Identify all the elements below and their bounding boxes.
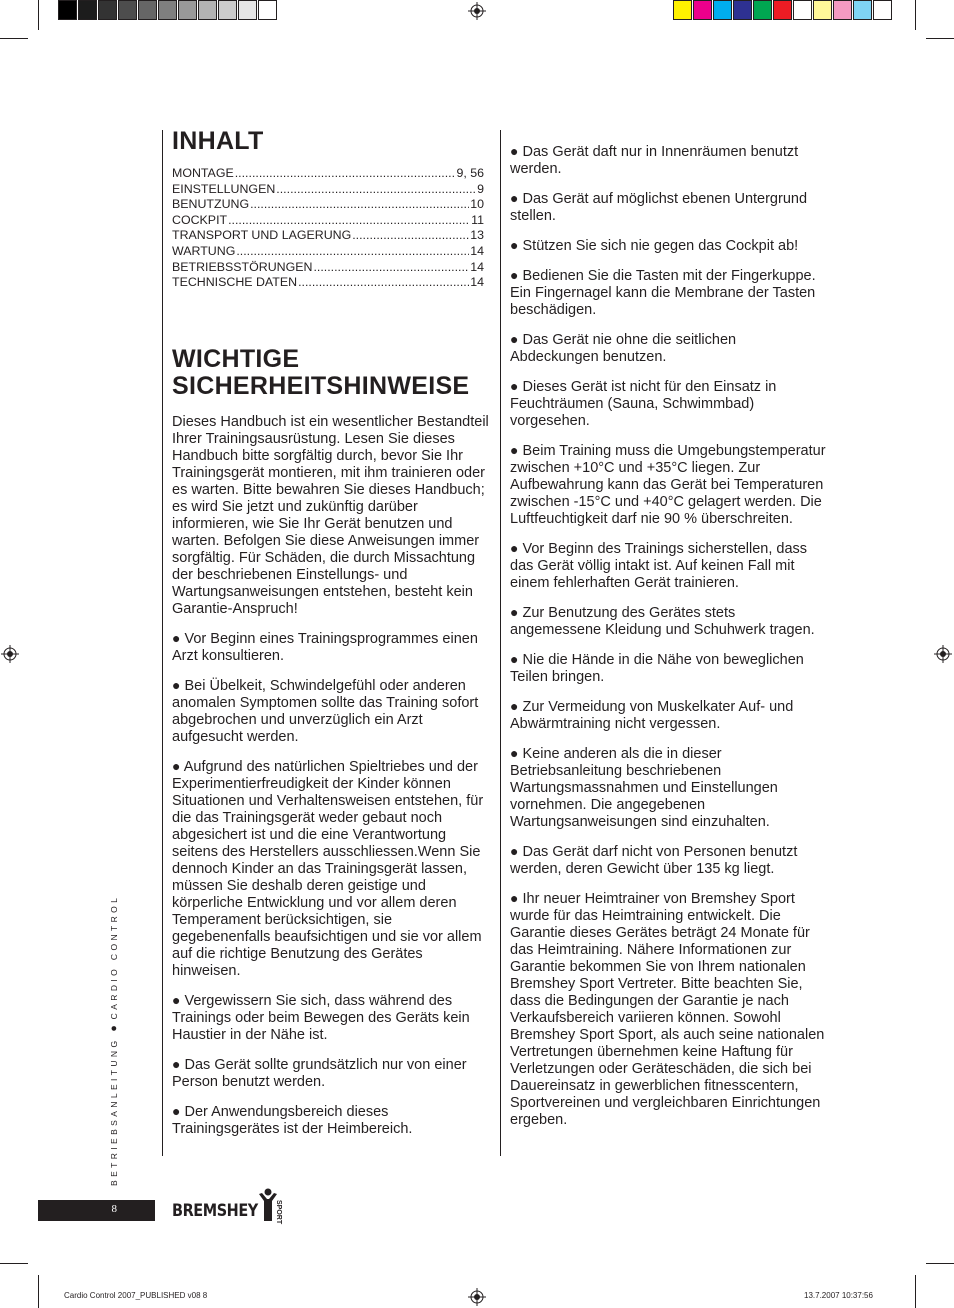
bullet-text: Nie die Hände in die Nähe von beweglichen Teilen bringen. — [510, 652, 804, 685]
bullet-icon: ● — [510, 190, 519, 206]
left-bullet-list — [172, 630, 490, 1138]
bullet-text: Das Gerät auf möglichst ebenen Untergrund stellen. — [510, 191, 808, 224]
brand-logo — [172, 1188, 290, 1224]
toc-row — [172, 275, 484, 291]
bullet-text: Der Anwendungsbereich dieses Trainingsgerätes ist der Heimbereich. — [172, 1104, 413, 1137]
registration-mark-bottom — [468, 1288, 486, 1306]
process-swatch — [733, 0, 752, 20]
bullet-icon: ● — [510, 442, 519, 458]
bullet-text: Das Gerät nie ohne die seitlichen Abdeckungen benutzen. — [510, 332, 737, 365]
left-column — [172, 128, 490, 155]
bullet-text: Bei Übelkeit, Schwindelgefühl oder anderen anomalen Symptomen sollte das Training sofort abgebrochen und unverzüglich ein Arzt aufgesucht werden. — [172, 678, 479, 745]
process-swatch — [753, 0, 772, 20]
bullet-text: Ihr neuer Heimtrainer von Bremshey Sport wurde für das Heimtraining entwickelt. Die Garantie dieses Gerätes beträgt 24 Monate für das Heimtraining. Nähere Informationen zur Garantie bekommen Sie von Ihrem nationalen Bremshey Sport Vertreter. Bitte beachten Sie, dass die Bedingungen der Garantie je nach Verkaufsbereich variieren können. Sowohl Bremshey Sport Sport, als auch seine nationalen Vertretungen übernehmen keine Haftung für Verletzungen oder Geräteschäden, die sich bei Dauereinsatz in gewerblichen fitnesscentern, Sportvereinen und vergleichbaren Einrichtungen ergeben. — [510, 891, 825, 1128]
registration-mark-top — [468, 2, 486, 20]
process-swatch — [713, 0, 732, 20]
bullet-icon: ● — [510, 890, 519, 906]
safety-bullet — [510, 698, 826, 733]
bullet-icon: ● — [172, 758, 181, 774]
safety-bullet — [172, 1103, 490, 1138]
safety-bullet — [510, 651, 826, 686]
safety-bullet — [510, 237, 826, 255]
sidebar-text-right: CARDIO CONTROL — [109, 894, 119, 1020]
safety-bullet — [172, 677, 490, 746]
safety-bullet — [172, 1056, 490, 1091]
bullet-icon: ● — [172, 1103, 181, 1119]
brand-logo-wordmark: BREMSHEY — [172, 1201, 258, 1221]
process-swatch — [853, 0, 872, 20]
toc-label: TECHNISCHE DATEN — [172, 275, 298, 290]
toc-leader-dots — [298, 275, 469, 291]
toc-row — [172, 166, 484, 182]
safety-bullet — [510, 331, 826, 366]
toc-leader-dots — [236, 244, 469, 260]
column-rule-middle — [500, 130, 501, 1156]
toc-page: 11 — [471, 212, 484, 227]
grayscale-swatch — [118, 0, 137, 20]
grayscale-swatch — [58, 0, 77, 20]
bullet-text: Bedienen Sie die Tasten mit der Fingerkuppe. Ein Fingernagel kann die Membrane der Tasten beschädigen. — [510, 268, 816, 318]
grayscale-swatch — [178, 0, 197, 20]
bullet-icon: ● — [510, 698, 519, 714]
toc-label: MONTAGE — [172, 166, 234, 180]
grayscale-swatch — [78, 0, 97, 20]
grayscale-swatch — [138, 0, 157, 20]
brand-logo-sport: SPORT — [275, 1200, 282, 1225]
toc-label: BETRIEBSSTÖRUNGEN — [172, 259, 313, 274]
process-swatch — [773, 0, 792, 20]
bullet-icon: ● — [172, 992, 181, 1008]
right-bullet-list — [510, 143, 826, 1141]
process-swatch — [833, 0, 852, 20]
page-number-bar — [38, 1200, 155, 1221]
toc-label: EINSTELLUNGEN — [172, 181, 276, 196]
toc-page: 14 — [470, 259, 484, 274]
toc-row — [172, 228, 484, 244]
bullet-text: Zur Vermeidung von Muskelkater Auf- und Abwärmtraining nicht vergessen. — [510, 699, 794, 732]
bullet-icon: ● — [510, 604, 519, 620]
safety-bullet — [510, 540, 826, 592]
toc-row — [172, 197, 484, 213]
vertical-sidebar-label — [108, 886, 120, 1186]
process-swatch — [793, 0, 812, 20]
footer-file-info: Cardio Control 2007_PUBLISHED v08 8 — [64, 1291, 208, 1300]
bullet-icon: ● — [510, 237, 519, 253]
process-swatch — [693, 0, 712, 20]
crop-mark-top-left-v — [38, 0, 39, 30]
toc-leader-dots — [250, 197, 469, 213]
safety-bullet — [510, 190, 826, 225]
toc-row — [172, 244, 484, 260]
safety-section — [172, 346, 490, 1150]
safety-bullet — [510, 267, 826, 319]
process-swatch — [813, 0, 832, 20]
toc-label: WARTUNG — [172, 243, 236, 258]
toc-leader-dots — [228, 213, 470, 229]
bullet-icon: ● — [510, 378, 519, 394]
toc-page: 13 — [470, 228, 484, 243]
process-swatch — [673, 0, 692, 20]
safety-bullet — [510, 378, 826, 430]
bullet-icon: ● — [510, 331, 519, 347]
bullet-text: Zur Benutzung des Gerätes stets angemessene Kleidung und Schuhwerk tragen. — [510, 605, 815, 638]
bullet-text: Dieses Gerät ist nicht für den Einsatz in Feuchträumen (Sauna, Schwimmbad) vorgesehen. — [510, 379, 777, 429]
crop-mark-bottom-left-v — [38, 1275, 39, 1308]
bullet-text: Vor Beginn des Trainings sicherstellen, dass das Gerät völlig intakt ist. Auf keinen Fall mit einem fehlerhaften Gerät trainieren. — [510, 541, 808, 591]
table-of-contents — [172, 166, 484, 291]
bullet-icon: ● — [510, 651, 519, 667]
safety-bullet — [172, 758, 490, 980]
crop-mark-bottom-right-v — [915, 1275, 916, 1308]
toc-page: 9, 56 — [456, 166, 484, 180]
footer-timestamp: 13.7.2007 10:37:56 — [804, 1291, 873, 1300]
bullet-icon: ● — [510, 143, 519, 159]
sidebar-text-left: BETRIEBSANLEITUNG — [109, 1037, 119, 1186]
bullet-text: Das Gerät sollte grundsätzlich nur von einer Person benutzt werden. — [172, 1057, 467, 1090]
toc-leader-dots — [352, 228, 469, 244]
grayscale-swatch — [218, 0, 237, 20]
toc-page: 9 — [477, 181, 484, 196]
bullet-text: Das Gerät darf nicht von Personen benutzt werden, deren Gewicht über 135 kg liegt. — [510, 844, 798, 877]
crop-mark-top-right-h — [926, 38, 954, 39]
crop-mark-bottom-left-h — [0, 1263, 28, 1264]
bullet-icon: ● — [510, 745, 519, 761]
crop-mark-top-left-h — [0, 38, 28, 39]
toc-row — [172, 213, 484, 229]
toc-label: BENUTZUNG — [172, 197, 250, 212]
toc-title: INHALT — [172, 127, 264, 155]
toc-leader-dots — [235, 166, 456, 182]
toc-row — [172, 260, 484, 276]
safety-bullet — [510, 843, 826, 878]
safety-bullet — [172, 992, 490, 1044]
toc-row — [172, 182, 484, 198]
bullet-text: Beim Training muss die Umgebungstemperatur zwischen +10°C und +35°C liegen. Zur Aufbewahrung kann das Gerät bei Temperaturen zwischen -15°C und +40°C gelagert werden. Die Luftfeuchtigkeit darf nie 90 % überschreiten. — [510, 443, 826, 527]
toc-page: 14 — [470, 243, 484, 258]
safety-title-line1: WICHTIGE — [172, 345, 300, 373]
toc-leader-dots — [313, 260, 469, 276]
bullet-icon: ● — [510, 843, 519, 859]
registration-mark-right — [934, 645, 952, 663]
bullet-icon: ● — [172, 677, 181, 693]
toc-page: 14 — [470, 275, 484, 290]
safety-bullet — [510, 442, 826, 528]
grayscale-swatch — [158, 0, 177, 20]
crop-mark-bottom-right-h — [926, 1263, 954, 1264]
bullet-text: Vergewissern Sie sich, dass während des Trainings oder beim Bewegen des Geräts kein Haustier in der Nähe ist. — [172, 993, 470, 1043]
bullet-text: Stützen Sie sich nie gegen das Cockpit ab! — [522, 238, 799, 254]
grayscale-swatch — [238, 0, 257, 20]
column-rule-left — [162, 130, 163, 1156]
toc-page: 10 — [470, 197, 484, 212]
toc-label: TRANSPORT UND LAGERUNG — [172, 228, 352, 243]
bullet-icon: ● — [172, 1056, 181, 1072]
bullet-icon: ● — [510, 540, 519, 556]
crop-mark-top-right-v — [915, 0, 916, 30]
bullet-text: Aufgrund des natürlichen Spieltriebes und der Experimentierfreudigkeit der Kinder können Situationen und Verhaltensweisen entstehen, für die das Trainingsgerät weder gebaut noch abgesichert ist und die eine Verantwortung seitens des Herstellers ausschliessen.Wenn Sie dennoch Kinder an das Trainingsgerät lassen, müssen Sie deshalb deren geistige und körperliche Entwicklung und vor allem deren Temperament berücksichtigen, sie gegebenenfalls beaufsichtigen und sie vor allem auf die richtige Benutzung des Gerätes hinweisen. — [172, 759, 484, 979]
process-swatch — [873, 0, 892, 20]
safety-title-line2: SICHERHEITSHINWEISE — [172, 372, 470, 400]
toc-leader-dots — [276, 182, 476, 198]
registration-mark-left — [1, 645, 19, 663]
bullet-icon: ● — [172, 630, 181, 646]
safety-bullet — [510, 890, 826, 1129]
grayscale-swatch — [198, 0, 217, 20]
sidebar-bullet-icon: ● — [108, 1025, 120, 1032]
bullet-icon: ● — [510, 267, 519, 283]
toc-label: COCKPIT — [172, 212, 228, 227]
page-number: 8 — [111, 1203, 117, 1215]
bullet-text: Das Gerät daft nur in Innenräumen benutzt werden. — [510, 144, 799, 177]
bullet-text: Vor Beginn eines Trainingsprogrammes einen Arzt konsultieren. — [172, 631, 478, 664]
grayscale-swatch — [258, 0, 277, 20]
bullet-text: Keine anderen als die in dieser Betriebsanleitung beschriebenen Wartungsmassnahmen und Einstellungen vornehmen. Die angegebenen Wartungsanweisungen sind einzuhalten. — [510, 746, 778, 830]
safety-bullet — [172, 630, 490, 665]
safety-bullet — [510, 143, 826, 178]
grayscale-swatch — [98, 0, 117, 20]
intro-paragraph: Dieses Handbuch ist ein wesentlicher Bestandteil Ihrer Trainingsausrüstung. Lesen Sie dieses Handbuch bitte sorgfältig durch, bevor Sie Ihr Trainingsgerät montieren, mit ihm trainieren oder es warten. Bitte bewahren Sie dieses Handbuch; es wird Sie jetzt und zukünftig darüber informieren, wie Sie Ihr Gerät benutzen und warten. Befolgen Sie diese Anweisungen immer sorgfältig. Für Schäden, die durch Missachtung der beschriebenen Einstellungs- und Wartungsanweisungen entstehen, besteht kein Garantie-Anspruch! — [172, 414, 489, 617]
safety-bullet — [510, 745, 826, 831]
safety-bullet — [510, 604, 826, 639]
